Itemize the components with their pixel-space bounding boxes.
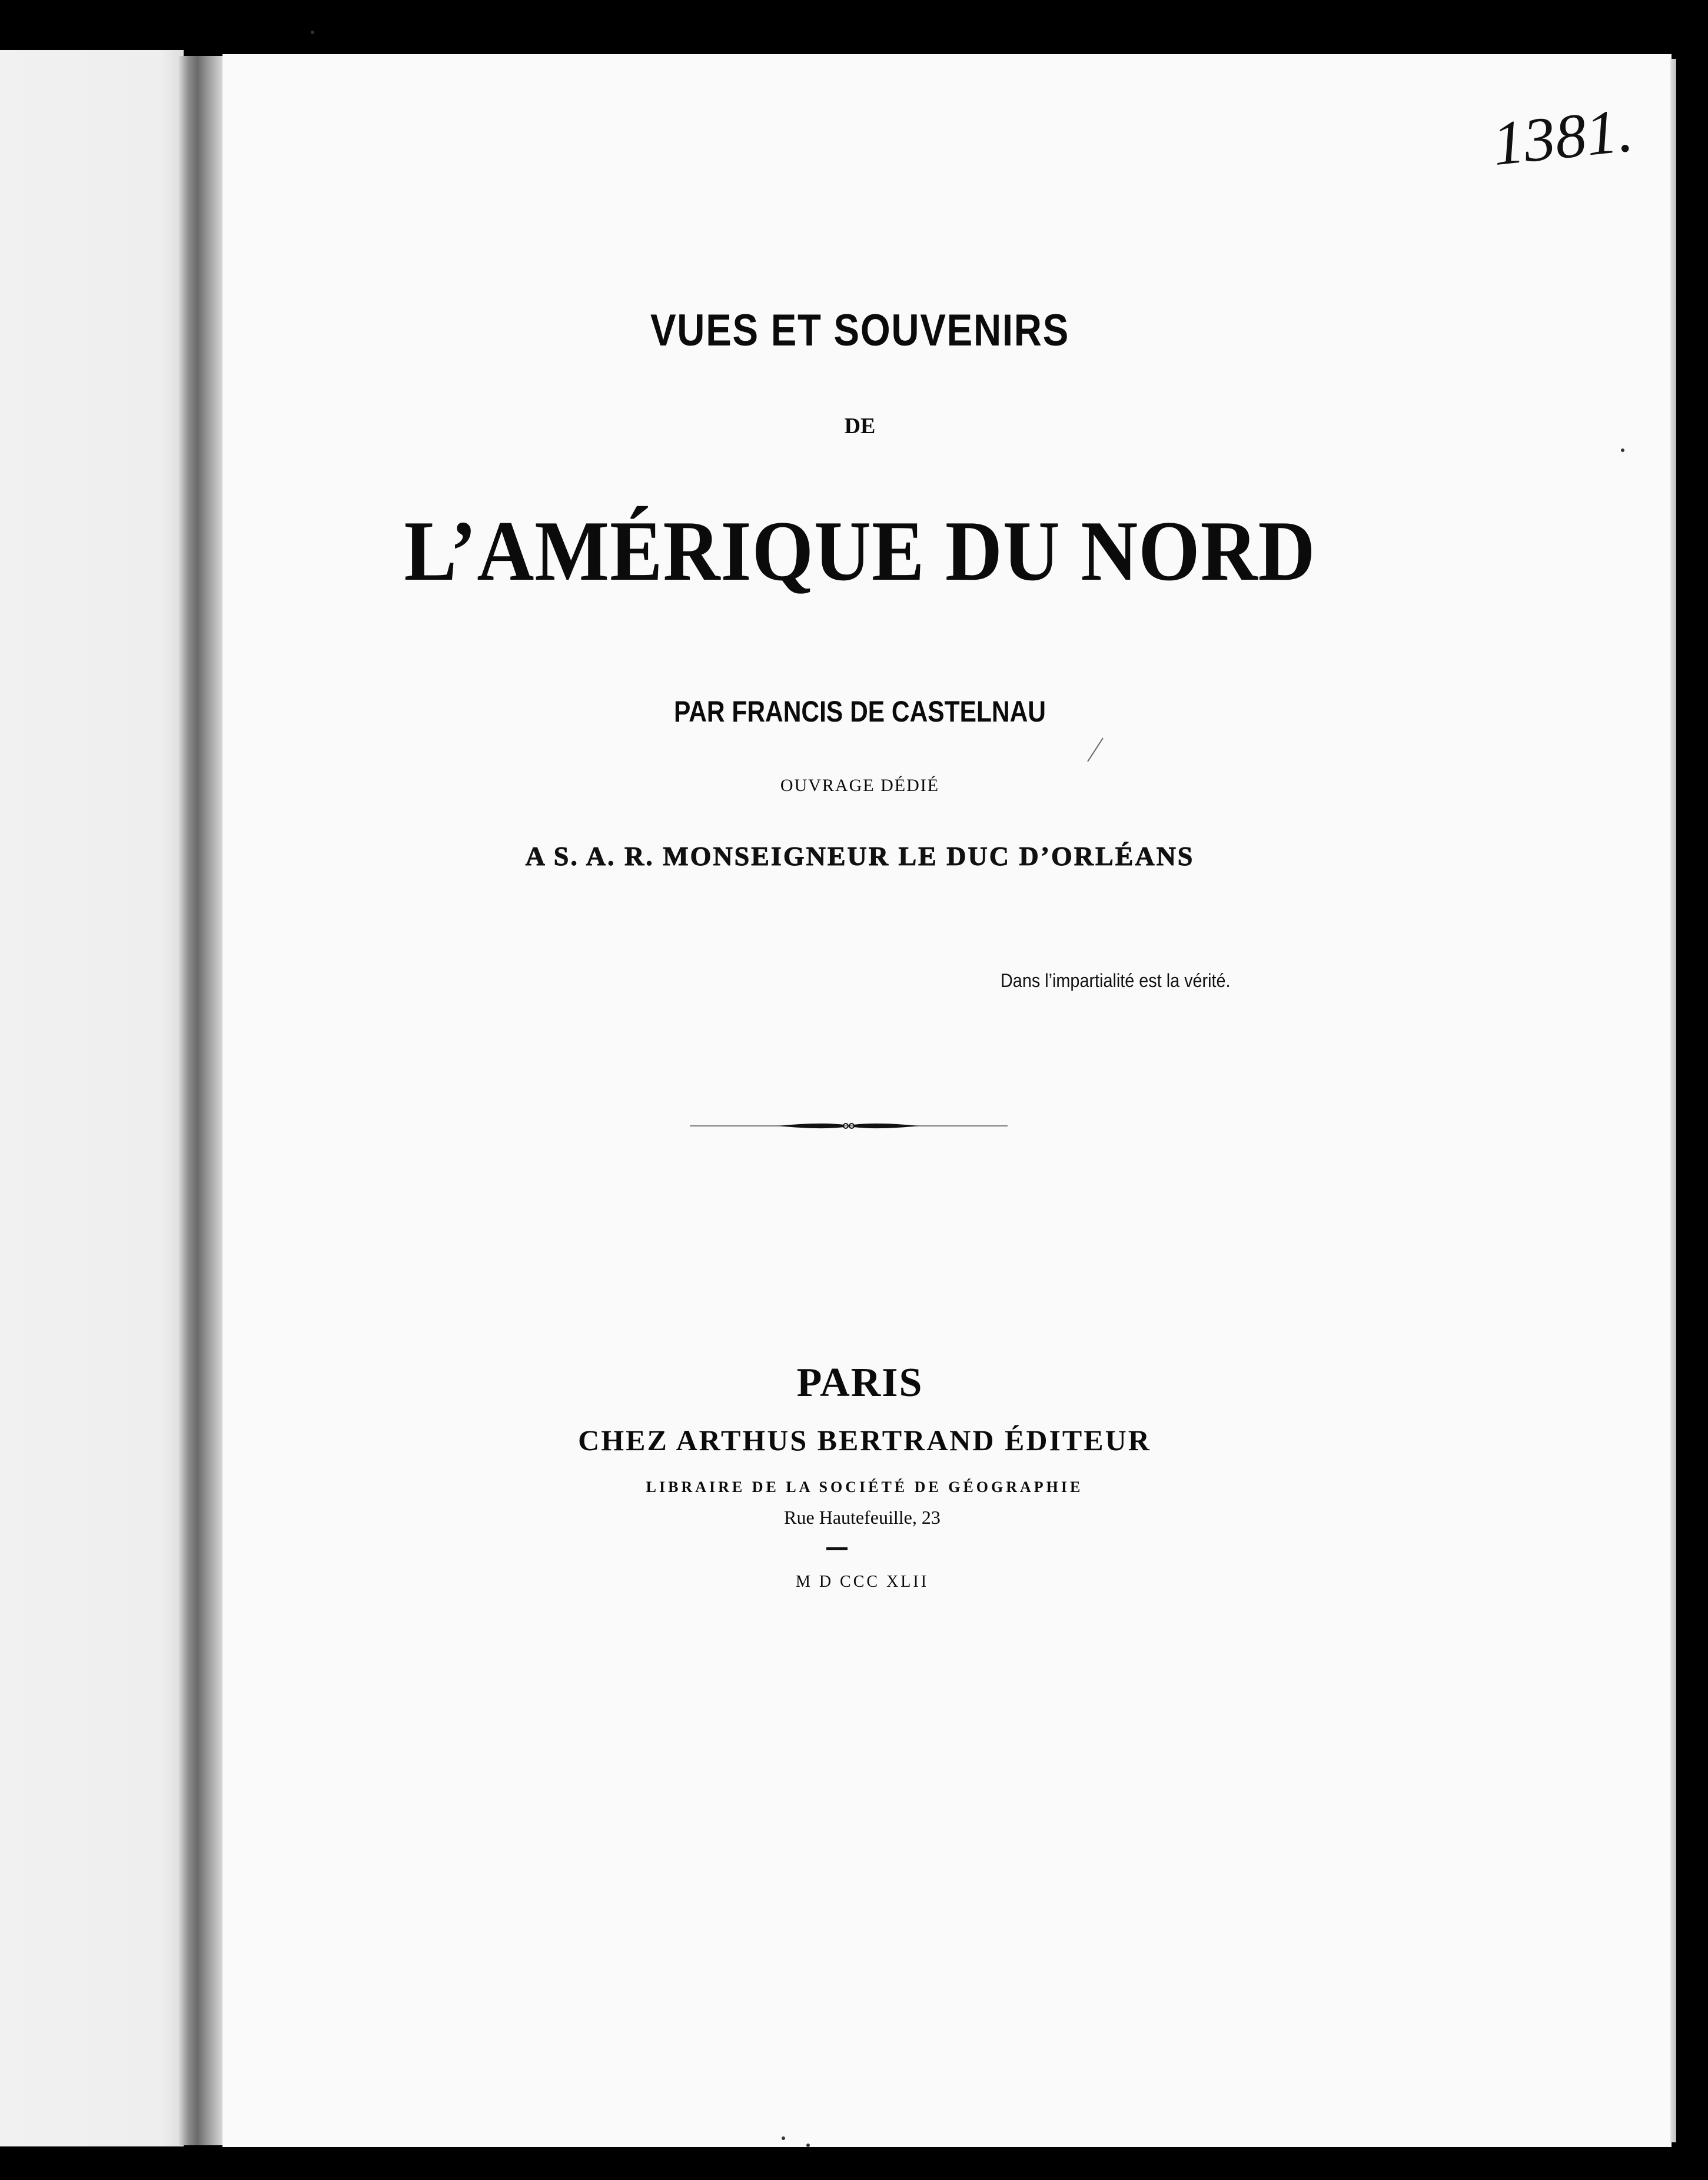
ornamental-rule	[690, 1116, 1008, 1136]
imprint-publisher: CHEZ ARTHUS BERTRAND ÉDITEUR	[578, 1424, 1151, 1457]
author-line: PAR FRANCIS DE CASTELNAU	[673, 695, 1046, 728]
speck-mark	[311, 31, 314, 34]
dedication-intro: OUVRAGE DÉDIÉ	[780, 776, 940, 795]
title-page	[222, 54, 1672, 2147]
imprint-bookseller: LIBRAIRE DE LA SOCIÉTÉ DE GÉOGRAPHIE	[646, 1478, 1084, 1496]
speck-mark	[782, 2136, 785, 2140]
title-connector: DE	[844, 414, 876, 438]
title-line-1: VUES ET SOUVENIRS	[650, 305, 1070, 355]
left-facing-leaf	[0, 50, 184, 2146]
imprint-date: M D CCC XLII	[795, 1573, 929, 1591]
speck-mark	[1621, 448, 1624, 452]
imprint-address: Rue Hautefeuille, 23	[784, 1507, 941, 1528]
pen-stroke-mark	[1083, 736, 1106, 765]
epigraph-motto: Dans l’impartialité est la vérité.	[1001, 970, 1231, 991]
imprint-city: PARIS	[796, 1360, 923, 1405]
handwritten-shelfmark: 1381.	[1489, 95, 1636, 179]
dedication-line: A S. A. R. MONSEIGNEUR LE DUC D’ORLÉANS	[525, 841, 1195, 871]
page-edge-shadow	[1670, 59, 1676, 2142]
imprint-rule	[826, 1547, 848, 1550]
speck-mark	[806, 2144, 810, 2147]
main-title: L’AMÉRIQUE DU NORD	[404, 503, 1316, 599]
